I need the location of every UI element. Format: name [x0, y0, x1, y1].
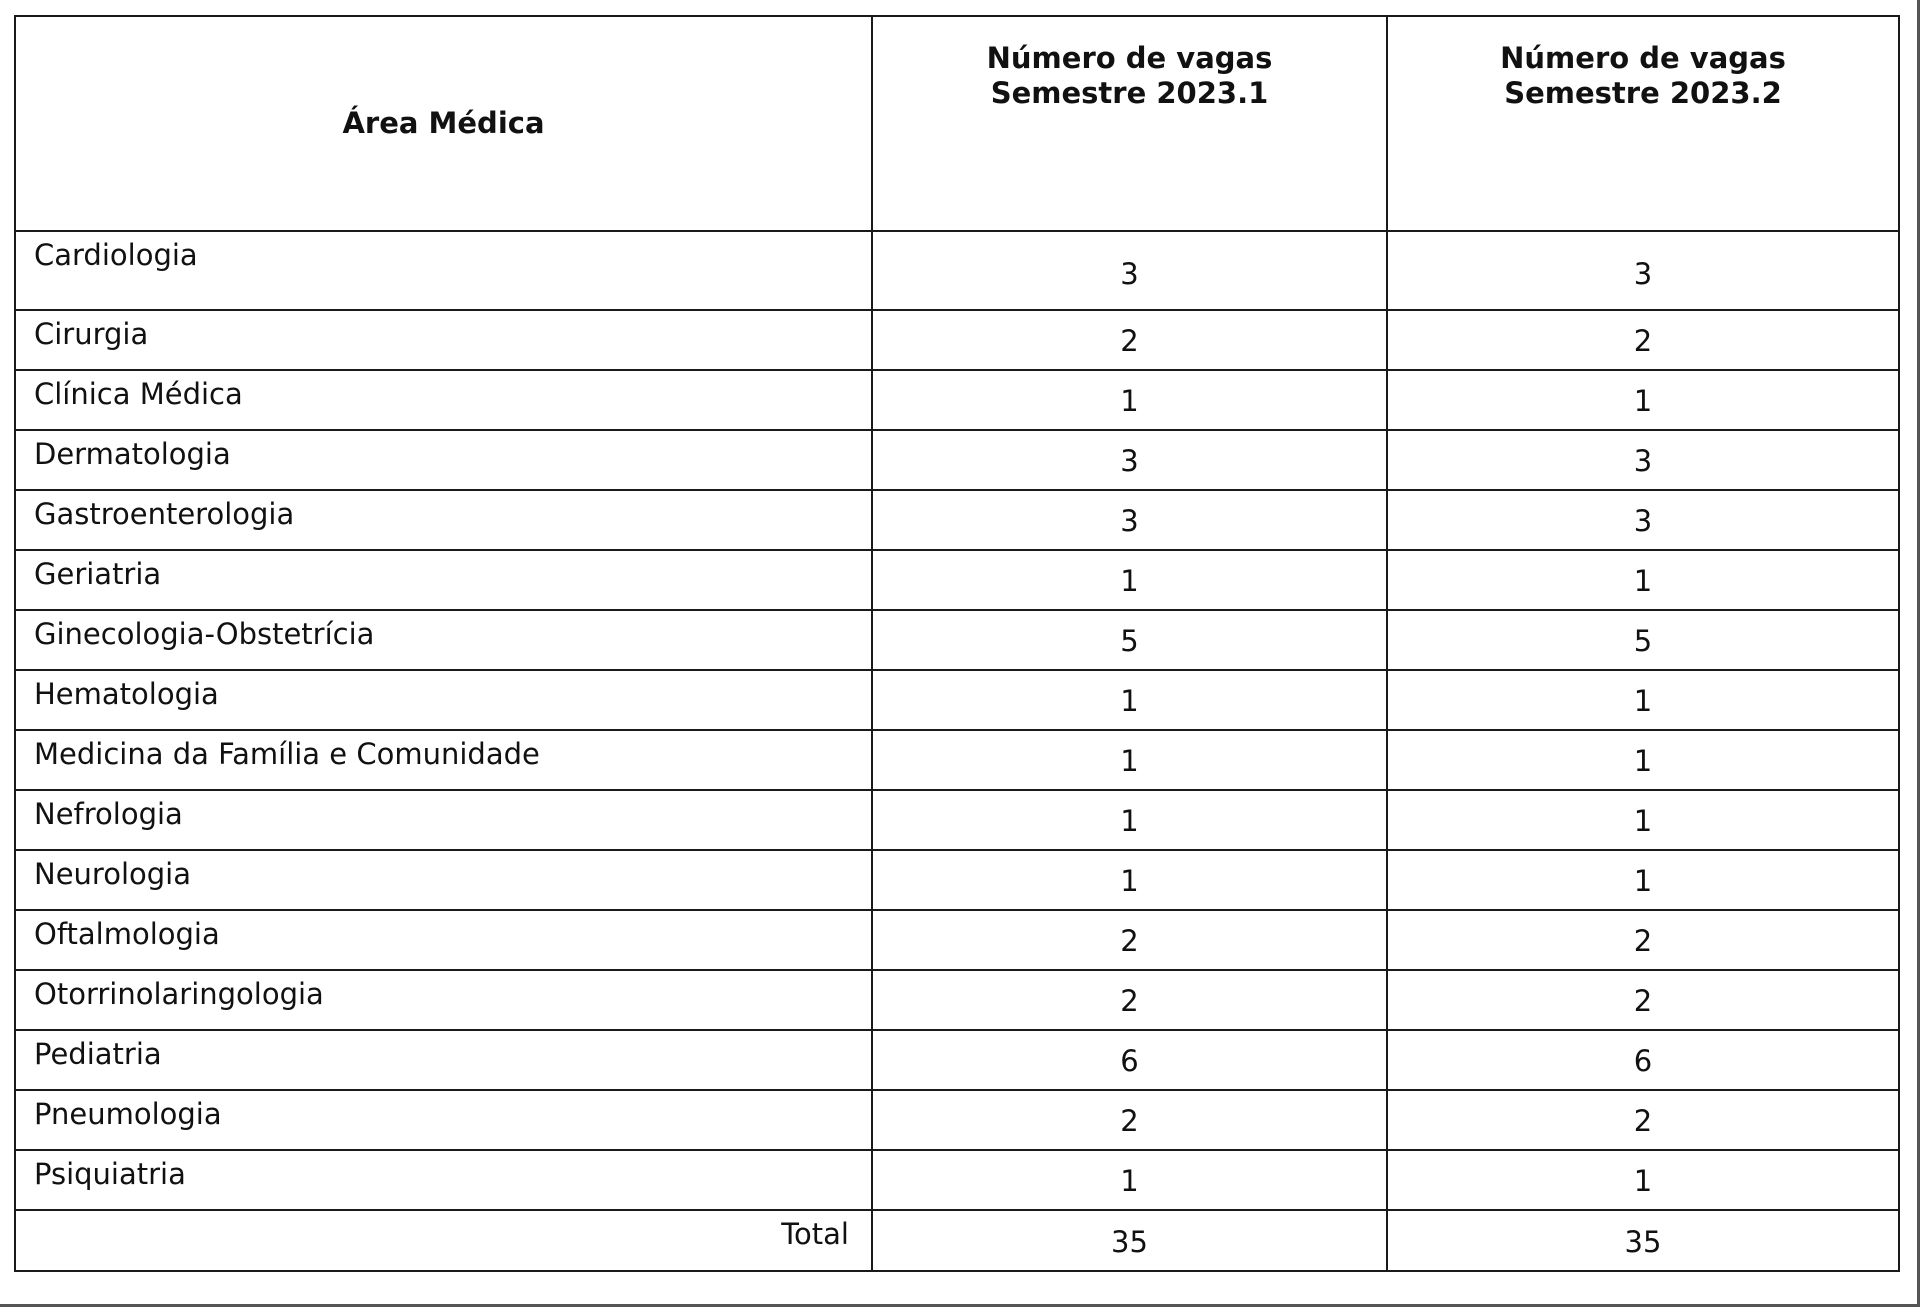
- table-row: [15, 910, 1899, 970]
- total-sem1: 35: [872, 1210, 1387, 1271]
- table-row: [15, 670, 1899, 730]
- total-label: Total: [15, 1210, 872, 1271]
- sem2-cell: 2: [1387, 910, 1899, 970]
- sem1-cell: 5: [872, 610, 1387, 670]
- sem1-cell: 2: [872, 1090, 1387, 1150]
- area-cell: Medicina da Família e Comunidade: [15, 730, 872, 790]
- sem1-cell: 6: [872, 1030, 1387, 1090]
- sem2-cell: 1: [1387, 1150, 1899, 1210]
- header-sem1-line1: Número de vagas: [986, 41, 1273, 75]
- area-cell: Ginecologia-Obstetrícia: [15, 610, 872, 670]
- area-cell: Gastroenterologia: [15, 490, 872, 550]
- sem1-cell: 2: [872, 310, 1387, 370]
- sem2-cell: 2: [1387, 1090, 1899, 1150]
- table-row: [15, 370, 1899, 430]
- sem2-cell: 3: [1387, 430, 1899, 490]
- sem2-cell: 1: [1387, 730, 1899, 790]
- sem1-cell: 1: [872, 1150, 1387, 1210]
- area-cell: Clínica Médica: [15, 370, 872, 430]
- sem1-cell: 1: [872, 790, 1387, 850]
- table-row: [15, 1030, 1899, 1090]
- table-row: [15, 1150, 1899, 1210]
- sem1-cell: 3: [872, 231, 1387, 310]
- area-cell: Hematologia: [15, 670, 872, 730]
- sem2-cell: 1: [1387, 790, 1899, 850]
- sem2-cell: 6: [1387, 1030, 1899, 1090]
- sem1-cell: 3: [872, 490, 1387, 550]
- area-cell: Cardiologia: [15, 231, 872, 310]
- sem2-cell: 5: [1387, 610, 1899, 670]
- table-row: [15, 970, 1899, 1030]
- sem1-cell: 1: [872, 370, 1387, 430]
- total-row: [15, 1210, 1899, 1271]
- area-cell: Otorrinolaringologia: [15, 970, 872, 1030]
- sem1-cell: 2: [872, 970, 1387, 1030]
- vagas-table: [14, 15, 1900, 1272]
- sem2-cell: 1: [1387, 370, 1899, 430]
- sem2-cell: 1: [1387, 670, 1899, 730]
- header-semestre-2023-1: [872, 16, 1387, 231]
- total-sem2: 35: [1387, 1210, 1899, 1271]
- header-sem1-line2: Semestre 2023.1: [990, 75, 1269, 110]
- sem1-cell: 1: [872, 730, 1387, 790]
- sem2-cell: 2: [1387, 970, 1899, 1030]
- sem2-cell: 1: [1387, 850, 1899, 910]
- header-semestre-2023-2: [1387, 16, 1899, 231]
- table-row: [15, 790, 1899, 850]
- table-row: [15, 310, 1899, 370]
- table-row: [15, 231, 1899, 310]
- table-row: [15, 1090, 1899, 1150]
- table-row: [15, 550, 1899, 610]
- sem1-cell: 1: [872, 850, 1387, 910]
- area-cell: Geriatria: [15, 550, 872, 610]
- area-cell: Oftalmologia: [15, 910, 872, 970]
- area-cell: Cirurgia: [15, 310, 872, 370]
- sem2-cell: 3: [1387, 231, 1899, 310]
- area-cell: Pediatria: [15, 1030, 872, 1090]
- header-area-label: Área Médica: [342, 106, 545, 141]
- table-row: [15, 850, 1899, 910]
- area-cell: Dermatologia: [15, 430, 872, 490]
- area-cell: Psiquiatria: [15, 1150, 872, 1210]
- sem1-cell: 2: [872, 910, 1387, 970]
- table-body: [15, 231, 1899, 1271]
- header-area: [15, 16, 872, 231]
- sem2-cell: 2: [1387, 310, 1899, 370]
- area-cell: Pneumologia: [15, 1090, 872, 1150]
- area-cell: Nefrologia: [15, 790, 872, 850]
- sem2-cell: 1: [1387, 550, 1899, 610]
- sem1-cell: 1: [872, 670, 1387, 730]
- header-sem2-line1: Número de vagas: [1500, 41, 1786, 75]
- header-sem2-line2: Semestre 2023.2: [1504, 75, 1782, 110]
- table-row: [15, 730, 1899, 790]
- sem2-cell: 3: [1387, 490, 1899, 550]
- area-cell: Neurologia: [15, 850, 872, 910]
- table-row: [15, 490, 1899, 550]
- table-row: [15, 610, 1899, 670]
- sem1-cell: 1: [872, 550, 1387, 610]
- sem1-cell: 3: [872, 430, 1387, 490]
- header-row: [15, 16, 1899, 231]
- table-row: [15, 430, 1899, 490]
